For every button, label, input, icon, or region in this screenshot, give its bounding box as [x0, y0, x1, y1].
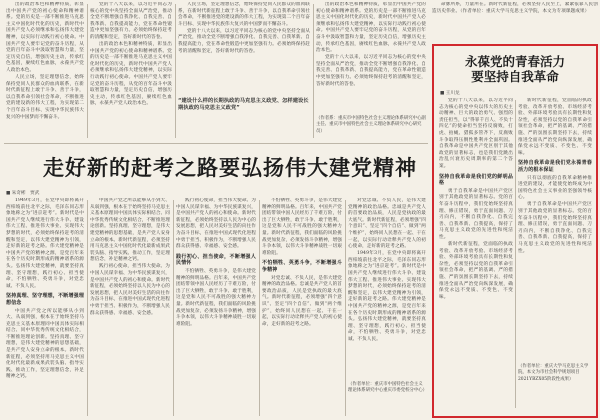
- section-divider: [4, 143, 428, 144]
- boxed-article: [432, 44, 598, 418]
- main-subhead: 坚持真理、坚守理想，不断增强理想信念: [6, 293, 84, 306]
- box-subhead: 坚持自我革命是我们党永葆青春活力的根本保证: [518, 160, 592, 173]
- column-divider: [175, 4, 176, 138]
- top-left-article-text: 出的政治本色和精神特质，彰显出中国共产党的初心使命和精神谱系。党的历史是一部不断推进马克思主义中国化时代化的历史，新时代中国共产党人必须继承和弘扬伟大建党精神，以实际行动践行初心使命。中国共产党人要牢记党的奋斗历程，从党的百年奋斗中汲取智慧和力量，坚定历史自信，增强历史主动，传承红色基因，赓续红色血脉，永葆共产党人政治本色。 人民立场，坚定理想信念，始终保持党同人民群众的血肉联系，在新时代新征程上敢于斗争、善于斗争，以自我革命引领社会革命，不断推进党的建设新的伟大工程，为实现第二个百年奋斗目标、实现中华民族伟大复兴的中国梦而不懈奋斗。: [6, 2, 84, 120]
- box-col-1: 党的十八大以来，以习近平同志为核心的党中央以伟大的历史主动精神、巨大的政治勇气、强烈的责任担当，以“得罪千百人、不负十四亿”的使命担当坚持反腐败，打虎、拍蝇、猎狐多管齐下，反腐败斗争取得压倒性胜利并全面巩固。自我革命是中国共产党区别于其他政党的显著标志，也是我们党跳出治乱兴衰历史周期率的第二个答案。 坚持自我革命是我们党的鲜明品格 勇于自我革命是中国共产党区别于其他政党的显著标志。党的百年奋斗历程中，我们党始终坚持真理、修正错误，勇于直面问题、刀刃向内，不断自我净化、自我完善、自我革新、自我提高，保持了马克思主义政党的先进性和纯洁性。 新时代新征程，党面临的执政考验、改革开放考验、市场经济考验、外部环境考验具有长期性和复杂性，必须坚持以党的自我革命引领社会革命，把严的基调、严的措施、严的氛围长期坚持下去，持续推进全面从严治党向纵深发展，确保党永远不变质、不变色、不变味。: [439, 98, 513, 300]
- box-title-line-1: 永葆党的青春活力: [464, 54, 565, 69]
- main-article-col-5: 对党忠诚、不负人民，是伟大建党精神的政治品格。忠诚是共产党人的首要政治品质，人民是党执政的最大底气。新时代新征程，必须增强“四个意识”、坚定“四个自信”、做到“两个维护”，始终同人民想在一起、干在一起，以实际行动诠释共产党人的初心使命，走好新的赶考之路。 1949年3月，在党中央即将离开西柏坡前往北平之际，毛泽东同志形象地称之为“进京赶考”。新时代是中国共产党人继续进行伟大斗争、建设伟大工程、推进伟大事业、实现伟大梦想的时代，必须始终保持赶考的清醒和坚定，以伟大建党精神为引领，走好新的赶考之路。伟大建党精神是中国共产党的精神之源，是党百年来在各个历史时期形成的精神谱系的源头。弘扬伟大建党精神，就要坚持真理、坚守理想，践行初心、担当使命，不怕牺牲、英勇斗争，对党忠诚、不负人民。: [348, 198, 426, 342]
- column-divider: [87, 4, 88, 138]
- pull-quote: “建设什么样的长期执政的马克思主义政党、怎样建设长期执政的马克思主义政党”: [178, 98, 309, 112]
- box-column-divider: [515, 100, 516, 408]
- main-article-col-1: 1949年3月，在党中央即将离开西柏坡前往北平之际，毛泽东同志形象地称之为“进京赶考”。新时代是中国共产党人继续进行伟大斗争、建设伟大工程、推进伟大事业、实现伟大梦想的时代，必须始终保持赶考的清醒和坚定，以伟大建党精神为引领，走好新的赶考之路。伟大建党精神是中国共产党的精神之源，是党百年来在各个历史时期形成的精神谱系的源头。弘扬伟大建党精神，就要坚持真理、坚守理想，践行初心、担当使命，不怕牺牲、英勇斗争，对党忠诚、不负人民。 坚持真理、坚守理想，不断增强理想信念 中国共产党之所以能够从小到大、从弱到强，根本在于始终坚持马克思主义基本原理同中国具体实际相结合、同中华优秀传统文化相结合，不断推进理论创新。坚持真理、坚守理想，是伟大建党精神的思想基础，是共产党人安身立命的根本。新时代新征程，必须坚持用马克思主义中国化时代化最新成果武装头脑、指导实践、推动工作，坚定理想信念，补足精神之钙。: [6, 198, 84, 380]
- box-author-note: （作者单位：重庆大学马克思主义学院，本文为市社会科学规划项目2021YBZX05阶段性成果）: [518, 364, 589, 382]
- top-left-article-text-2: 党的十八大以来，以习近平同志为核心的党中央坚持全面从严治党，推动全党不断增强自我净化、自我完善、自我革新、自我提高能力，党在革命性锻造中更加坚强有力。必须始终保持赶考的清醒和坚定，答好新时代的答卷。 出的政治本色和精神特质，彰显出中国共产党的初心使命和精神谱系。党的历史是一部不断推进马克思主义中国化时代化的历史，新时代中国共产党人必须继承和弘扬伟大建党精神，以实际行动践行初心使命。中国共产党人要牢记党的奋斗历程，从党的百年奋斗中汲取智慧和力量，坚定历史自信，增强历史主动，传承红色基因，赓续红色血脉，永葆共产党人政治本色。: [90, 2, 172, 107]
- main-article-col-3: 践行初心使命，担当伟大使命。为中国人民谋幸福、为中华民族谋复兴，是中国共产党人的初心和使命。新时代新征程，必须始终坚持以人民为中心的发展思想，把人民对美好生活的向往作为奋斗目标，在推进中国式现代化进程中勇于担当、积极作为，不断增强人民群众获得感、幸福感、安全感。 践行初心、担当使命，不断增强人民情怀 不怕牺牲、英勇斗争，是伟大建党精神的鲜明品格。百年来，中国共产党团结带领中国人民经历了千难万险，付出了巨大牺牲，敢于斗争、敢于胜利，这是党和人民不可战胜的强大精神力量。新时代新征程，我们面临的风险挑战更加复杂，必须发扬斗争精神，增强斗争本领，以伟大斗争精神战胜一切艰难险阻。: [176, 198, 256, 327]
- top-center-article-text: 人民立场，坚定理想信念，始终保持党同人民群众的血肉联系，在新时代新征程上敢于斗争、善于斗争，以自我革命引领社会革命，不断推进党的建设新的伟大工程，为实现第二个百年奋斗目标、实现中华民族伟大复兴的中国梦而不懈奋斗。 党的十八大以来，以习近平同志为核心的党中央坚持全面从严治党，推动全党不断增强自我净化、自我完善、自我革新、自我提高能力，党在革命性锻造中更加坚强有力。必须始终保持赶考的清醒和坚定，答好新时代的答卷。: [178, 2, 310, 54]
- main-article-col-4: 不怕牺牲、英勇斗争，是伟大建党精神的鲜明品格。百年来，中国共产党团结带领中国人民经历了千难万险，付出了巨大牺牲，敢于斗争、敢于胜利，这是党和人民不可战胜的强大精神力量。新时代新征程，我们面临的风险挑战更加复杂，必须发扬斗争精神，增强斗争本领，以伟大斗争精神战胜一切艰难险阻。 不怕牺牲、英勇斗争，不断增强斗争精神 对党忠诚、不负人民，是伟大建党精神的政治品格。忠诚是共产党人的首要政治品质，人民是党执政的最大底气。新时代新征程，必须增强“四个意识”、坚定“四个自信”、做到“两个维护”，始终同人民想在一起、干在一起，以实际行动诠释共产党人的初心使命，走好新的赶考之路。: [262, 198, 342, 327]
- column-divider: [345, 200, 346, 416]
- main-subhead: 践行初心、担当使命，不断增强人民情怀: [176, 253, 256, 267]
- main-author-note: （作者单位：重庆市中国特色社会主义理论体系研究中心重庆市委党校分中心）: [348, 382, 428, 394]
- column-divider: [259, 200, 260, 416]
- main-article-col-2: 中国共产党之所以能够从小到大、从弱到强，根本在于始终坚持马克思主义基本原理同中国具体实际相结合、同中华优秀传统文化相结合，不断推进理论创新。坚持真理、坚守理想，是伟大建党精神的思想基础，是共产党人安身立命的根本。新时代新征程，必须坚持用马克思主义中国化时代化最新成果武装头脑、指导实践、推动工作，坚定理想信念，补足精神之钙。 践行初心使命，担当伟大使命。为中国人民谋幸福、为中华民族谋复兴，是中国共产党人的初心和使命。新时代新征程，必须始终坚持以人民为中心的发展思想，把人民对美好生活的向往作为奋斗目标，在推进中国式现代化进程中勇于担当、积极作为，不断增强人民群众获得感、幸福感、安全感。: [90, 198, 170, 316]
- box-subhead: 坚持自我革命是我们党的鲜明品格: [439, 173, 513, 187]
- top-author-note: （作者系：重庆市中国特色社会主义理论体系研究中心副主任、重庆市中国特色社会主义理论体系研究中心研究员）: [316, 116, 426, 134]
- main-byline: ■ 朱奇彬 贾武: [6, 191, 40, 196]
- box-col-2: 新时代新征程，党面临的执政考验、改革开放考验、市场经济考验、外部环境考验具有长期性和复杂性，必须坚持以党的自我革命引领社会革命，把严的基调、严的措施、严的氛围长期坚持下去，持续推进全面从严治党向纵深发展，确保党永远不变质、不变色、不变味。 坚持自我革命是我们党永葆青春活力的根本保证 只有以彻底的自我革命精神推进党的建设，才能使党始终成为中国特色社会主义事业的坚强领导核心。 勇于自我革命是中国共产党区别于其他政党的显著标志。党的百年奋斗历程中，我们党始终坚持真理、修正错误，勇于直面问题、刀刃向内，不断自我净化、自我完善、自我革新、自我提高，保持了马克思主义政党的先进性和纯洁性。: [518, 98, 592, 254]
- box-byline: ■ 王川龙: [440, 91, 460, 96]
- column-divider: [173, 200, 174, 416]
- column-divider: [87, 200, 88, 416]
- main-subhead: 不怕牺牲、英勇斗争，不断增强斗争精神: [262, 260, 342, 273]
- top-right-article-text: 出的政治本色和精神特质，彰显出中国共产党的初心使命和精神谱系。党的历史是一部不断推进马克思主义中国化时代化的历史，新时代中国共产党人必须继承和弘扬伟大建党精神，以实际行动践行初心使命。中国共产党人要牢记党的奋斗历程，从党的百年奋斗中汲取智慧和力量，坚定历史自信，增强历史主动，传承红色基因，赓续红色血脉，永葆共产党人政治本色。 党的十八大以来，以习近平同志为核心的党中央坚持全面从严治党，推动全党不断增强自我净化、自我完善、自我革新、自我提高能力，党在革命性锻造中更加坚强有力。必须始终保持赶考的清醒和坚定，答好新时代的答卷。: [316, 2, 426, 87]
- box-title-line-2: 要坚持自我革命: [471, 69, 559, 84]
- main-headline: 走好新的赶考之路要弘扬伟大建党精神: [43, 156, 417, 180]
- column-divider: [313, 4, 314, 138]
- top-far-right-text: 命脉所系，力量所在。新时代新征程，必须坚持人民至上，紧紧依靠人民创造历史伟业。（作者单位：重庆大学马克思主义学院，本文为专项课题成果）: [432, 2, 598, 14]
